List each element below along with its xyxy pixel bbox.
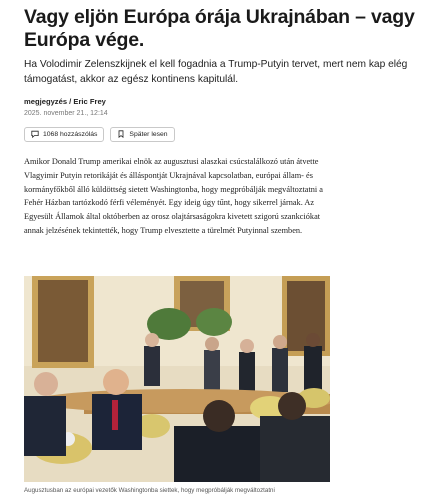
article-headline: Vagy eljön Európa órája Ukrajnában – vagy Európa vége. [24, 6, 415, 51]
article-photo[interactable] [24, 276, 330, 482]
article-date: 2025. november 21., 12:14 [24, 110, 108, 117]
comments-button[interactable] [24, 127, 104, 142]
read-later-button[interactable] [110, 127, 174, 142]
speech-bubble-icon [31, 130, 39, 140]
bookmark-icon [117, 130, 125, 140]
article-author[interactable]: megjegyzés / Eric Frey [24, 97, 106, 106]
read-later-label: Später lesen [129, 131, 168, 138]
article-actions [24, 127, 175, 142]
article-body: Amikor Donald Trump amerikai elnök az augusztusi alaszkai csúcstalálkozó után átvette Vlagyimir Putyin retorikáját és álláspontját Ukrajnával kapcsolatban, európai állam- és kormányfőkből álló küldöttség sietett Washingtonba, hogy megpróbálják megváltoztatni a Fehér Házban tartózkodó férfi véleményét. Egy ideig úgy tűnt, hogy sikerrel járnak. Az Egyesült Államok által októberben az orosz olajtársaságokra kivetett szigorú szankciókat annak jelzésének tekintették, hogy Trump elvesztette a türelmét Putyinnal szemben. [24, 157, 323, 235]
comments-label: 1068 hozzászólás [43, 131, 98, 138]
article-lead: Ha Volodimir Zelenszkijnek el kell fogadnia a Trump-Putyin tervet, mert nem kap elég támogatást, akkor az egész kontinens kapitulál. [24, 59, 408, 85]
photo-caption: Augusztusban az európai vezetők Washingtonba siettek, hogy megpróbálják megváltoztatni [24, 487, 275, 494]
